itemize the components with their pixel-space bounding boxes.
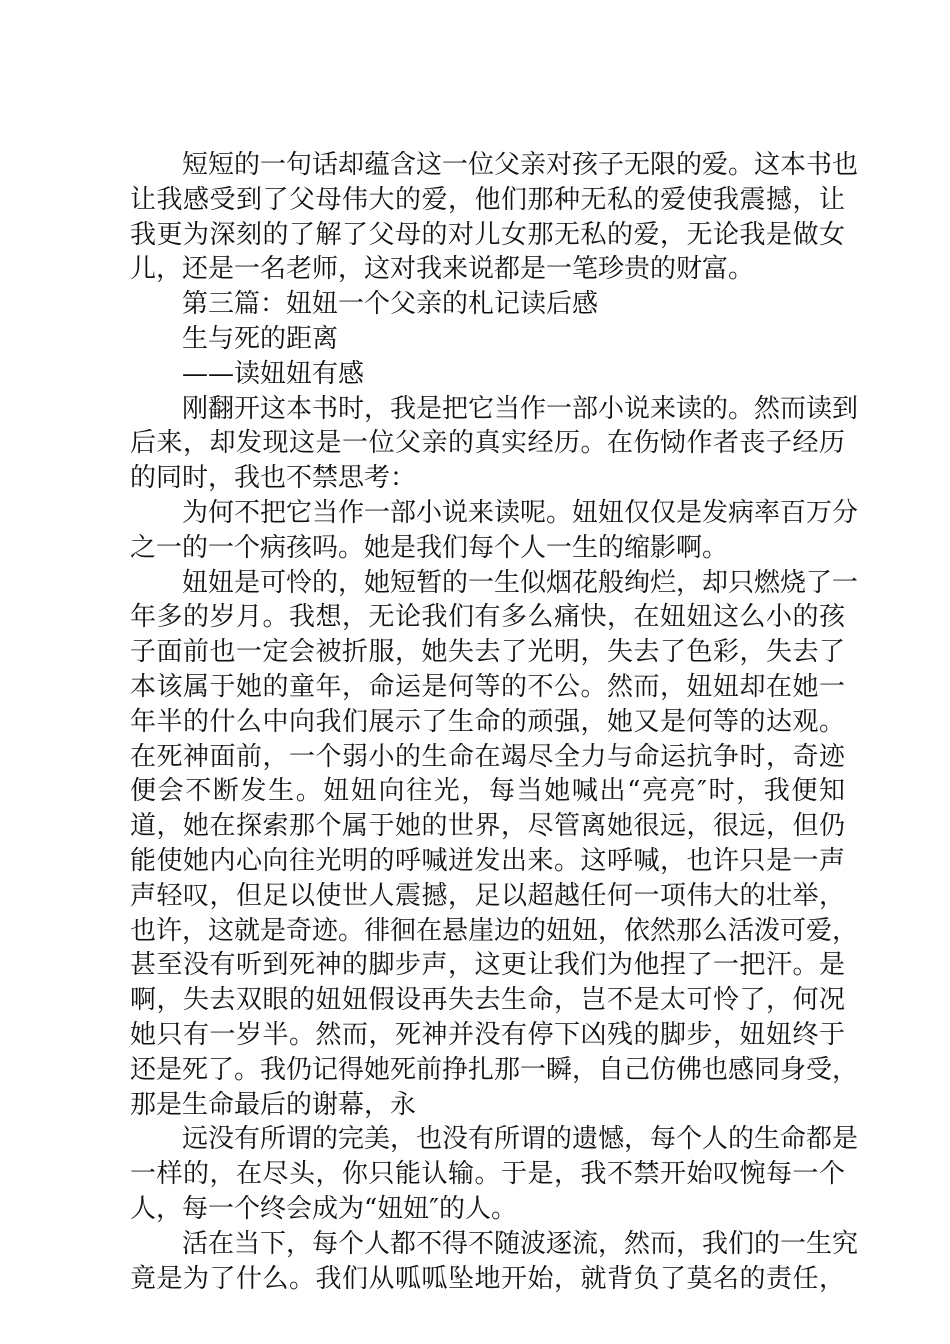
text-line: 便会不断发生。妞妞向往光，每当她喊出“亮亮″时，我便知 [130,776,845,807]
text-line: 一样的，在尽头，你只能认输。于是，我不禁开始叹惋每一个 [130,1159,845,1190]
text-line: 啊，失去双眼的妞妞假设再失去生命，岂不是太可怜了，何况 [130,985,845,1016]
text-line: 妞妞是可怜的，她短暂的一生似烟花般绚烂，却只燃烧了一 [182,567,859,598]
text-line: 也许，这就是奇迹。徘徊在悬崖边的妞妞，依然那么活泼可爱， [130,915,859,946]
text-line: 的同时，我也不禁思考： [130,463,417,494]
text-line: 道，她在探索那个属于她的世界，尽管离她很远，很远，但仍 [130,811,845,842]
text-line: ——读妞妞有感 [182,358,365,389]
text-line: 能使她内心向往光明的呼喊迸发出来。这呼喊，也许只是一声 [130,845,845,876]
text-line: 声轻叹，但足以使世人震撼，足以超越任何一项伟大的壮举， [130,880,845,911]
text-line: 为何不把它当作一部小说来读呢。妞妞仅仅是发病率百万分 [182,497,859,528]
text-line: 之一的一个病孩吗。她是我们每个人一生的缩影啊。 [130,532,729,563]
text-line: 让我感受到了父母伟大的爱，他们那种无私的爱使我震撼，让 [130,184,845,215]
text-line: 我更为深刻的了解了父母的对儿女那无私的爱，无论我是做女 [130,219,845,250]
text-line: 短短的一句话却蕴含这一位父亲对孩子无限的爱。这本书也 [182,150,859,180]
text-line: 本该属于她的童年，命运是何等的不公。然而，妞妞却在她一 [130,671,845,702]
document-page [130,148,859,1296]
text-line: 子面前也一定会被折服，她失去了光明，失去了色彩，失去了 [130,637,845,668]
text-line: 后来，却发现这是一位父亲的真实经历。在伤恸作者丧子经历 [130,428,845,459]
text-line: 刚翻开这本书时，我是把它当作一部小说来读的。然而读到 [182,393,859,424]
text-line: 生与死的距离 [182,323,339,354]
text-line: 她只有一岁半。然而，死神并没有停下凶残的脚步，妞妞终于 [130,1019,845,1050]
text-line: 竟是为了什么。我们从呱呱坠地开始，就背负了莫名的责任， [130,1263,845,1294]
text-line: 还是死了。我仍记得她死前挣扎那一瞬，自己仿佛也感同身受， [130,1054,859,1085]
text-line: 年多的岁月。我想，无论我们有多么痛快，在妞妞这么小的孩 [130,602,845,633]
text-line: 儿，还是一名老师，这对我来说都是一笔珍贵的财富。 [130,254,755,285]
text-line: 第三篇：妞妞一个父亲的札记读后感 [182,289,599,320]
text-line: 在死神面前，一个弱小的生命在竭尽全力与命运抗争时，奇迹 [130,741,845,772]
text-line: 年半的什么中向我们展示了生命的顽强，她又是何等的达观。 [130,706,845,737]
text-line: 远没有所谓的完美，也没有所谓的遗憾，每个人的生命都是 [182,1124,859,1155]
text-line: 甚至没有听到死神的脚步声，这更让我们为他捏了一把汗。是 [130,950,845,981]
text-line: 人，每一个终会成为“妞妞″的人。 [130,1193,518,1224]
text-line: 那是生命最后的谢幕，永 [130,1089,417,1120]
text-line: 活在当下，每个人都不得不随波逐流，然而，我们的一生究 [182,1228,859,1259]
